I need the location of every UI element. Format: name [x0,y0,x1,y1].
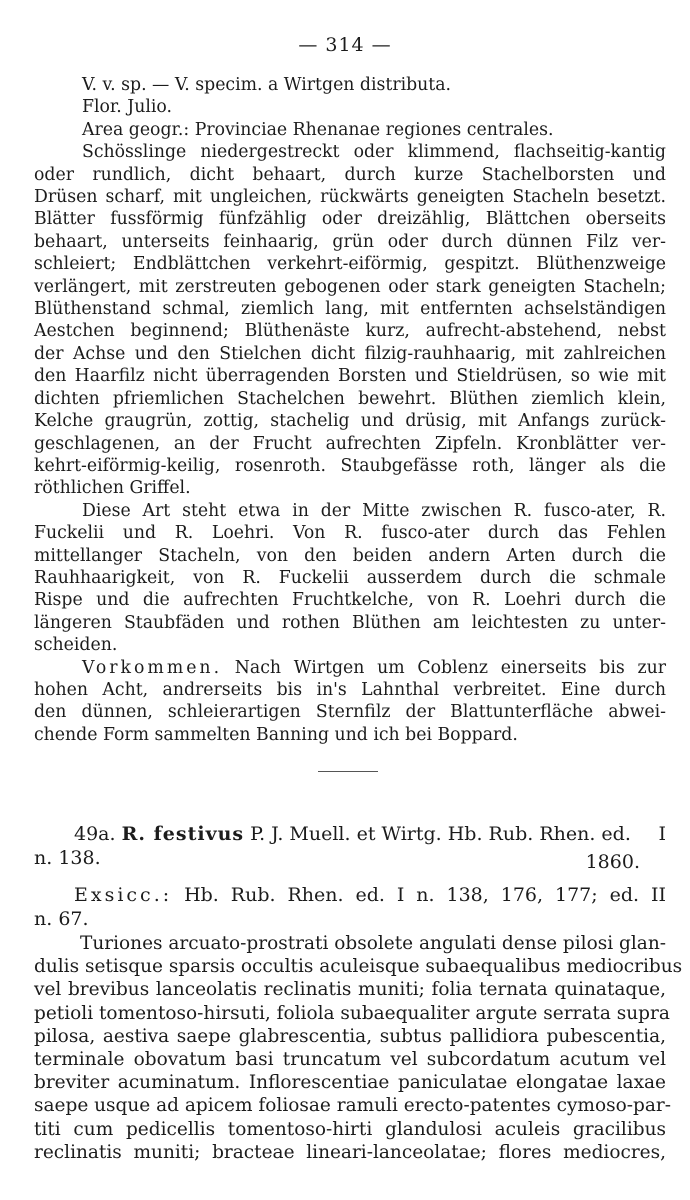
text-line [34,657,666,679]
species-description-block [34,74,666,746]
text-line: mittellanger Stacheln, von den beiden andern Arten durch die [34,545,666,566]
species-name: R. festivus [121,823,245,845]
comparison-paragraph [34,500,666,657]
text-line: längeren Staubfäden und rothen Blüthen am leichtesten zu unter- [34,612,666,633]
text-line: den dünnen, schleierartigen Sternfilz der Blattunterfläche abwei- [34,702,666,723]
exsiccatae-line [74,884,666,906]
text-line: den Haarfilz nicht überragenden Borsten und Stieldrüsen, so wie mit [34,366,666,387]
text-line: titi cum pedicellis tomentoso-hirti glandulosi aculeis gracilibus [34,1118,666,1140]
text-line: Aestchen beginnend; Blüthenäste kurz, aufrecht-abstehend, nebst [34,321,666,342]
text-line: scheiden. [34,635,118,656]
heading-line: n. 138. [34,847,101,869]
text-line: dichten pfriemlichen Stachelchen bewehrt. Blüthen ziemlich klein, [34,388,666,409]
text-line: saepe usque ad apicem foliosae ramuli erecto-patentes cymoso-par- [34,1095,671,1117]
text-line: oder rundlich, dicht behaart, durch kurze Stachelborsten und [34,164,666,185]
text-line: geschlagenen, an der Frucht aufrechten Zipfeln. Kronblätter ver- [34,433,666,454]
text-line: verlängert, mit zerstreuten gebogenen oder stark geneigten Stacheln; [34,276,666,297]
text-line: Drüsen scharf, mit ungleichen, rückwärts geneigten Stacheln besetzt. [34,187,666,208]
occurrence-text: Nach Wirtgen um Coblenz einerseits bis zur [234,657,666,678]
text-line: vel brevibus lanceolatis reclinatis muniti; folia ternata quinataque, [34,979,666,1001]
text-line: schleiert; Endblättchen verkehrt-eiförmig, gespitzt. Blüthenzweige [34,254,666,275]
publication-year: 1860. [585,851,640,873]
text-line: Blätter fussförmig fünfzählig oder dreizählig, Blättchen oberseits [34,209,666,230]
text-line: Flor. Julio. [82,97,172,118]
text-line: behaart, unterseits feinhaarig, grün oder durch dünnen Filz ver- [34,231,666,252]
text-line: V. v. sp. — V. specim. a Wirtgen distributa. [82,75,452,95]
description-paragraph [34,141,666,500]
exsiccatae-line: n. 67. [34,908,89,930]
text-line: hohen Acht, andrerseits bis in's Lahnthal verbreitet. Eine durch [34,679,666,700]
edition-number: I [658,823,666,845]
text-line: Turiones arcuato-prostrati obsolete angulati dense pilosi glan- [80,933,666,954]
text-line: petioli tomentoso-hirsuti, foliola subaequaliter argute serrata supra [34,1002,670,1024]
latin-description [34,932,683,1164]
text-line: der Achse und den Stielchen dicht filzig-rauhhaarig, mit zahlreichen [34,343,666,364]
text-line: Blüthenstand schmal, ziemlich lang, mit entfernten achselständigen [34,299,666,320]
text-line: Fuckelii und R. Loehri. Von R. fusco-ater durch das Fehlen [34,523,666,544]
species-authors: P. J. Muell. et Wirtg. Hb. Rub. Rhen. ed. [250,823,631,845]
text-line: reclinatis muniti; bracteae lineari-lanceolatae; flores mediocres, [34,1141,666,1163]
text-line: Diese Art steht etwa in der Mitte zwischen R. fusco-ater, R. [82,500,666,521]
occurrence-label: Vorkommen. [82,657,223,678]
occurrence-paragraph [34,657,666,747]
text-line: Rauhhaarigkeit, von R. Fuckelii ausserdem durch die schmale [34,567,666,588]
text-line: Area geogr.: Provinciae Rhenanae regiones centrales. [82,119,554,140]
page-number: — 314 — [298,34,392,56]
text-line: terminale obovatum basi truncatum vel subcordatum acutum vel [34,1049,666,1071]
text-line: Rispe und die aufrechten Fruchtkelche, von R. Loehri durch die [34,590,666,611]
species-number: 49a. [74,823,116,845]
section-divider [318,771,378,772]
exsiccatae-label: Exsicc.: [74,884,173,906]
text-line: Schösslinge niedergestreckt oder klimmend, flachseitig-kantig [82,142,666,163]
text-line: dulis setisque sparsis occultis aculeisque subaequalibus mediocribus [34,956,683,978]
heading-line [74,823,666,845]
text-line: chende Form sammelten Banning und ich bei Boppard. [34,724,518,745]
text-line: kehrt-eiförmig-keilig, rosenroth. Staubgefässe roth, länger als die [34,455,666,476]
text-line: breviter acuminatum. Inflorescentiae paniculatae elongatae laxae [34,1072,666,1094]
text-line: röthlichen Griffel. [34,478,191,499]
text-line: pilosa, aestiva saepe glabrescentia, subtus pallidiora pubescentia, [34,1025,666,1047]
text-line: Kelche graugrün, zottig, stachelig und drüsig, mit Anfangs zurück- [34,411,666,432]
exsiccatae-text: Hb. Rub. Rhen. ed. I n. 138, 176, 177; ed. II [184,884,666,906]
